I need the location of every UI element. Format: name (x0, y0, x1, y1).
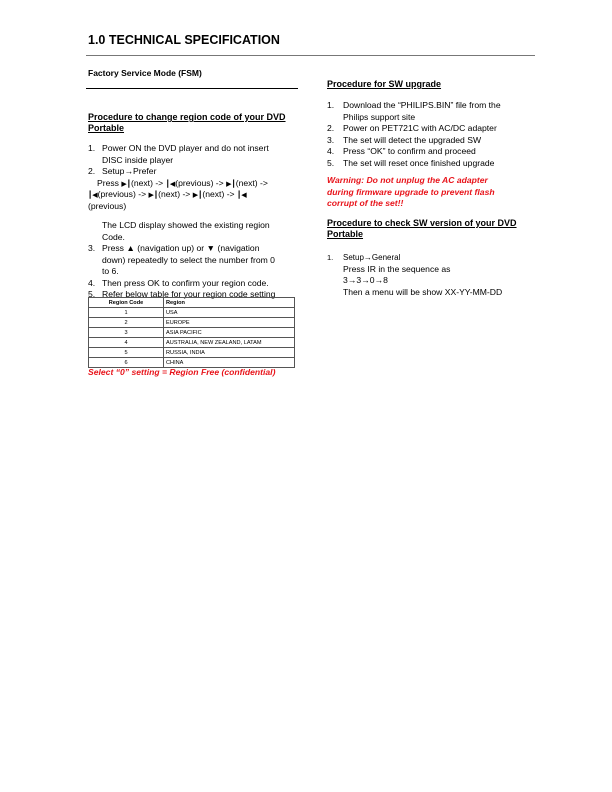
region-code-cell: 2 (89, 318, 164, 328)
version-step-label: Setup→General (343, 253, 401, 262)
region-code-cell: 5 (89, 348, 164, 358)
fsm-label: Factory Service Mode (FSM) (88, 68, 202, 78)
title-divider (86, 55, 535, 56)
region-name-cell: AUSTRALIA, NEW ZEALAND, LATAM (164, 338, 295, 348)
step-2-text: Setup→Prefer (102, 166, 157, 176)
table-row (89, 318, 295, 328)
seq-prev-end: (previous) (88, 200, 127, 211)
warning-line3: corrupt of the set!! (327, 198, 404, 208)
step-5-text: Refer below table for your region code setting (102, 289, 276, 299)
upgrade-step-3-text: The set will detect the upgraded SW (343, 134, 482, 145)
version-heading-line1: Procedure to check SW version of your DVD (327, 218, 517, 228)
step-4-text: Then press OK to confirm your region code. (102, 277, 269, 288)
version-step-number: 1. (327, 253, 334, 262)
firmware-warning (327, 175, 495, 210)
ir-sequence: 3→3→0→8 (343, 275, 388, 285)
step-1-number: 1. (88, 143, 96, 153)
sw-version-heading (327, 218, 517, 240)
table-row (89, 328, 295, 338)
seq-next-4: (next) -> (202, 189, 235, 199)
upgrade-step-5-number: 5. (327, 157, 335, 168)
upgrade-step-4-number: 4. (327, 146, 335, 156)
region-name-cell: EUROPE (164, 318, 295, 328)
navigation-up-icon: ▲ (126, 243, 135, 253)
version-step-line2: Press IR in the sequence as (343, 263, 451, 274)
region-code-cell: 3 (89, 328, 164, 338)
step-1-line2: DISC inside player (102, 154, 174, 165)
seq-prev-2: (previous) -> (97, 189, 147, 199)
step-3-nav-up: (navigation up) or (137, 243, 205, 253)
step-1-line1: Power ON the DVD player and do not insert (102, 143, 269, 153)
press-label: Press (97, 177, 119, 188)
previous-icon: ┃◀ (236, 192, 247, 199)
version-heading-line2: Portable (327, 229, 364, 239)
region-procedure-heading (88, 112, 286, 134)
region-free-note: Select “0” setting = Region Free (confidential) (88, 367, 276, 377)
sw-upgrade-heading: Procedure for SW upgrade (327, 79, 442, 89)
table-row (89, 358, 295, 368)
step-2-number: 2. (88, 166, 96, 176)
previous-icon: ┃◀ (165, 180, 176, 188)
upgrade-step-2-number: 2. (327, 123, 335, 133)
table-header-row (89, 298, 295, 308)
region-name-cell: ASIA PACIFIC (164, 328, 295, 338)
table-row (89, 308, 295, 318)
step-3-nav-down: (navigation (217, 243, 260, 253)
region-heading-line1: Procedure to change region code of your DVD (88, 112, 286, 122)
region-code-cell: 4 (89, 338, 164, 348)
upgrade-step-2-text: Power on PET721C with AC/DC adapter (343, 123, 497, 133)
sw-version-steps (327, 252, 557, 302)
table-header-code: Region Code (89, 298, 164, 308)
upgrade-step-1-line2: Philips support site (343, 111, 416, 122)
section-divider (86, 88, 298, 89)
previous-icon: ┃◀ (88, 192, 98, 199)
region-name-cell: USA (164, 308, 295, 318)
seq-next-2: (next) -> (235, 177, 268, 188)
step-4-number: 4. (88, 277, 96, 288)
region-heading-line2: Portable (88, 123, 125, 133)
upgrade-step-3-number: 3. (327, 134, 335, 145)
region-code-table (88, 297, 295, 368)
sw-upgrade-steps (327, 100, 547, 170)
seq-next-1: (next) -> (130, 177, 164, 188)
step-3-line1 (102, 243, 260, 255)
region-code-cell: 1 (89, 308, 164, 318)
region-code-cell: 6 (89, 358, 164, 368)
next-icon: ▶┃ (192, 192, 203, 199)
next-icon: ▶┃ (226, 180, 236, 188)
region-steps (88, 143, 308, 303)
step-5-number: 5. (88, 289, 96, 299)
upgrade-step-5-text: The set will reset once finished upgrade (343, 157, 495, 168)
next-icon: ▶┃ (121, 180, 131, 188)
upgrade-step-1-number: 1. (327, 100, 335, 110)
seq-next-3: (next) -> (158, 189, 191, 199)
warning-line2: during firmware upgrade to prevent flash (327, 186, 495, 197)
upgrade-step-1-line1: Download the “PHILIPS.BIN” file from the (343, 100, 501, 110)
next-icon: ▶┃ (148, 192, 159, 199)
table-row (89, 348, 295, 358)
step-3-press: Press (102, 243, 124, 253)
warning-line1: Warning: Do not unplug the AC adapter (327, 175, 488, 185)
region-name-cell: CHINA (164, 358, 295, 368)
step-3-line2: down) repeatedly to select the number from 0 (102, 254, 275, 265)
version-step-line4: Then a menu will be show XX-YY-MM-DD (343, 286, 503, 297)
lcd-line2: Code. (102, 231, 125, 242)
table-header-region: Region (164, 298, 295, 308)
step-3-line3: to 6. (102, 266, 119, 276)
seq-prev-1: (previous) -> (175, 177, 224, 188)
navigation-down-icon: ▼ (206, 243, 216, 253)
step-3-number: 3. (88, 243, 96, 253)
table-row (89, 338, 295, 348)
lcd-line1: The LCD display showed the existing region (102, 220, 270, 230)
page-title: 1.0 TECHNICAL SPECIFICATION (88, 33, 280, 47)
upgrade-step-4-text: Press “OK” to confirm and proceed (343, 146, 476, 156)
region-name-cell: RUSSIA, INDIA (164, 348, 295, 358)
